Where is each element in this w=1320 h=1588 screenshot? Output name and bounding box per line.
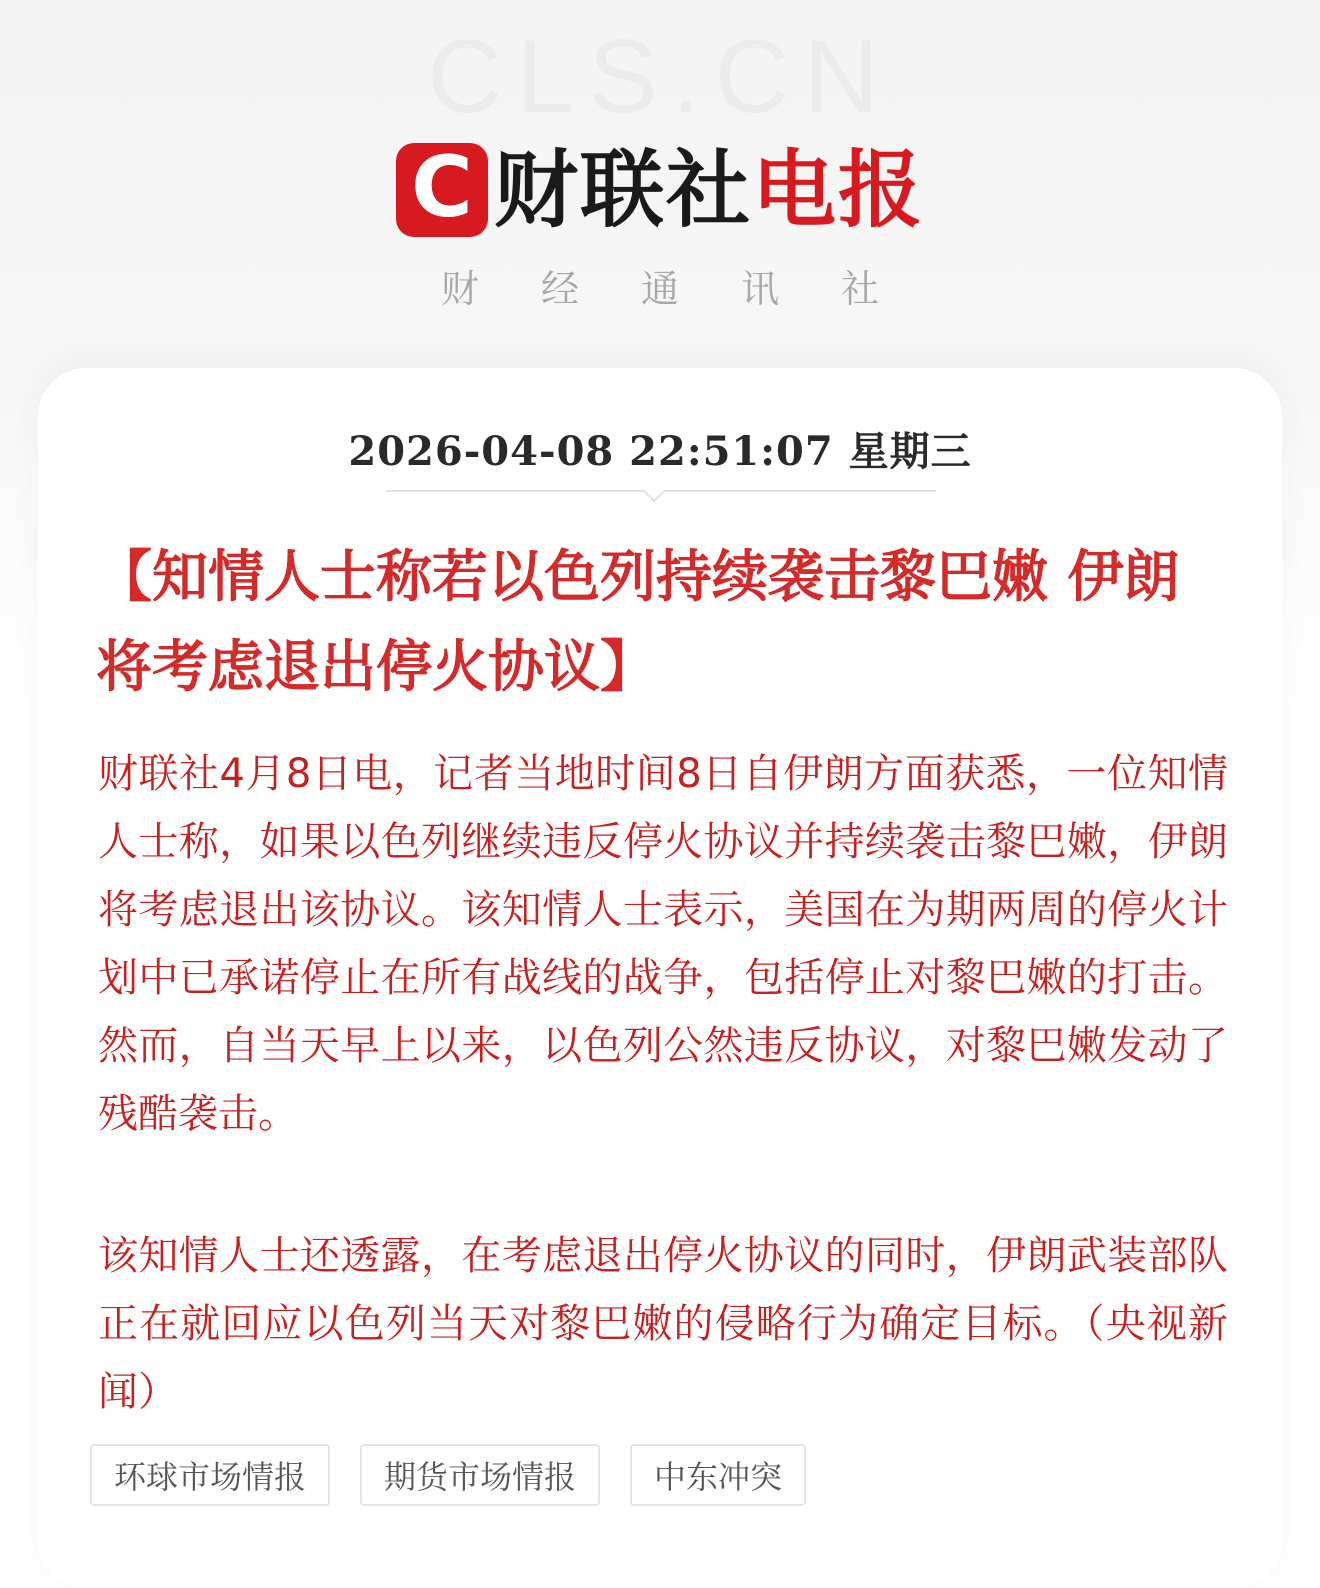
tag-list <box>90 1444 806 1506</box>
brand-subtitle: 财经通讯社 <box>440 267 941 311</box>
article-paragraph-2: 该知情人士还透露，在考虑退出停火协议的同时，伊朗武装部队正在就回应以色列当天对黎巴嫩的侵略行为确定目标。（央视新闻） <box>98 1233 1228 1415</box>
article-paragraph-1: 财联社4月8日电，记者当地时间8日自伊朗方面获悉，一位知情人士称，如果以色列继续违反停火协议并持续袭击黎巴嫩，伊朗将考虑退出该协议。该知情人士表示，美国在为期两周的停火计划中已承诺停止在所有战线的战争，包括停止对黎巴嫩的打击。然而，自当天早上以来，以色列公然违反协议，对黎巴嫩发动了残酷袭击。 <box>98 751 1228 1137</box>
article-datetime: 2026-04-08 22:51:07 星期三 <box>348 428 972 475</box>
tag-futures-market[interactable]: 期货市场情报 <box>360 1444 600 1506</box>
watermark: CLS.CN <box>427 19 893 135</box>
tag-middle-east-conflict[interactable]: 中东冲突 <box>630 1444 806 1506</box>
brand-logo-icon <box>396 138 488 237</box>
brand-header <box>0 140 1320 240</box>
logo-letter: C <box>411 138 473 236</box>
brand-telegraph: 电报 <box>752 141 925 239</box>
article-headline: 【知情人士称若以色列持续袭击黎巴嫩 伊朗将考虑退出停火协议】 <box>96 544 1180 700</box>
tag-global-market[interactable]: 环球市场情报 <box>90 1444 330 1506</box>
brand-name: 财联社 <box>493 141 752 239</box>
